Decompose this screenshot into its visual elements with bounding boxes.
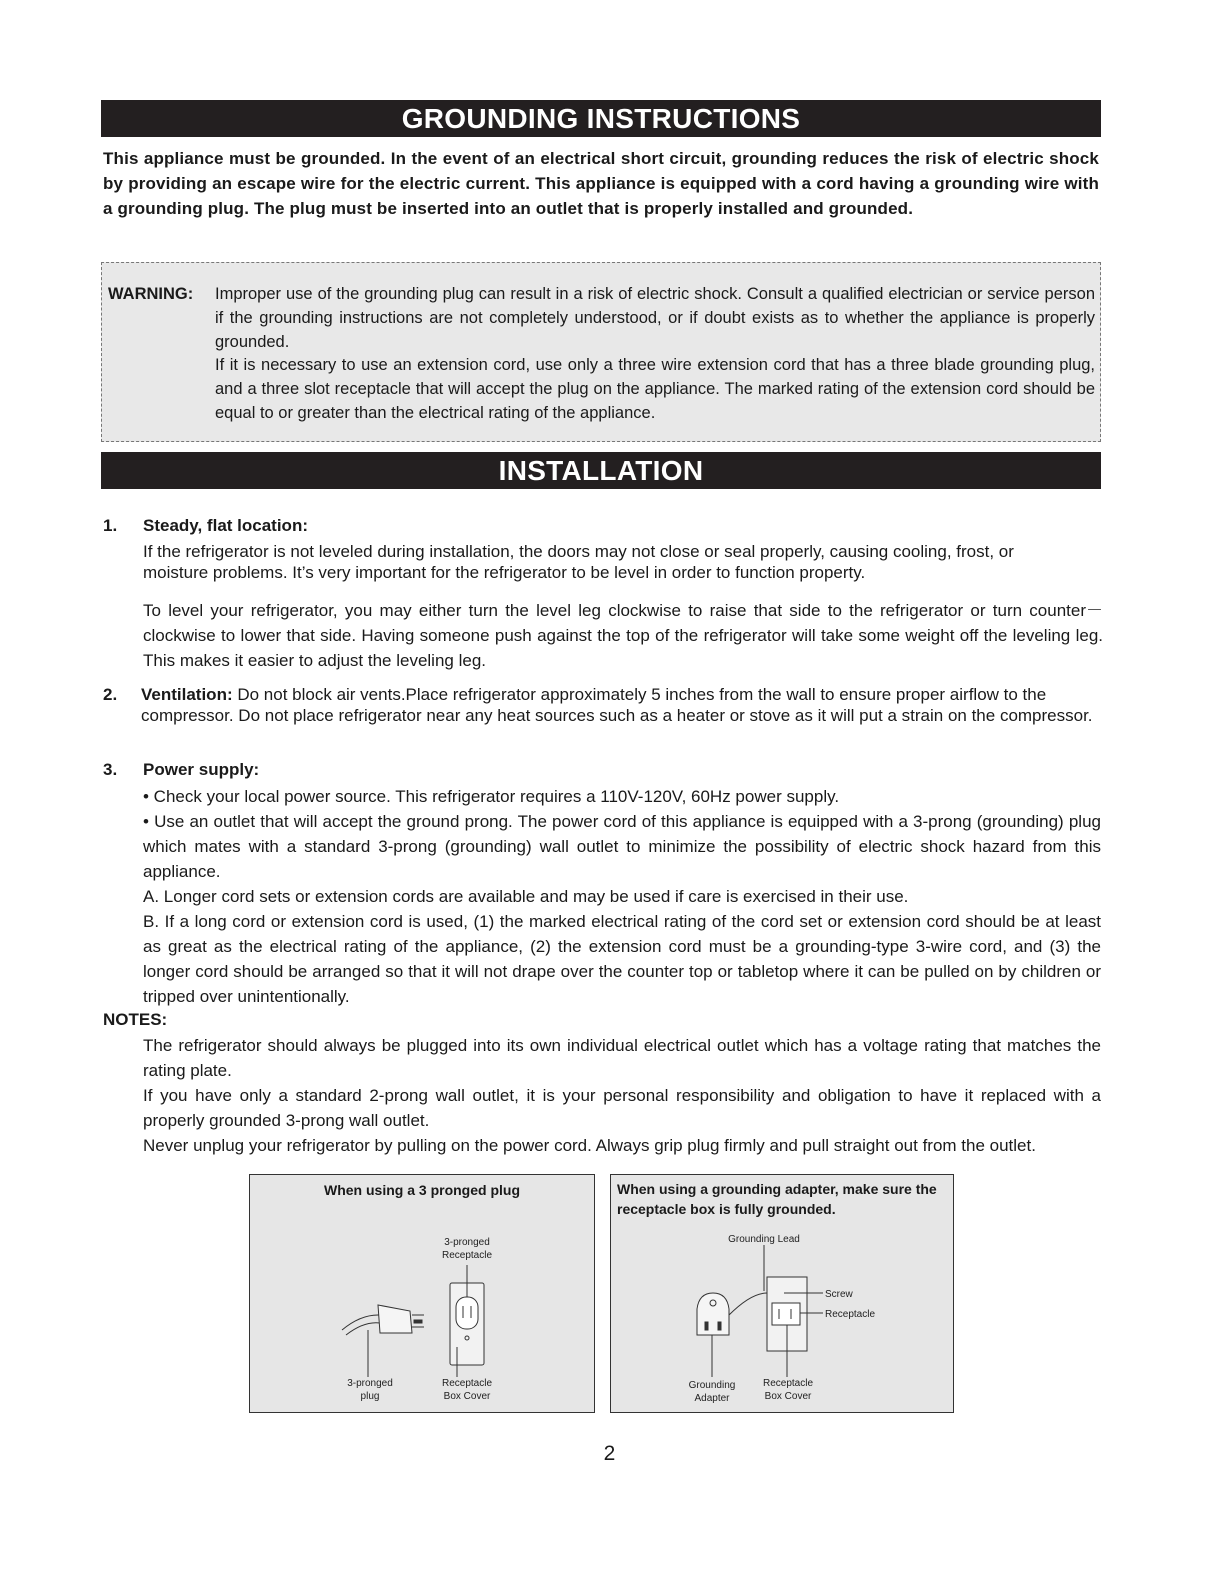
item-3-bullet-1: • Check your local power source. This refrigerator requires a 110V-120V, 60Hz power supply. [143,787,840,806]
item-3-number: 3. [103,760,118,779]
item-1-paragraph-1: If the refrigerator is not leveled during installation, the doors may not close or seal properly, causing cooling, frost, or moisture problems. It’s very important for the refrigerator to be level in order to function property. [143,542,1014,582]
warning-box [101,262,1101,442]
item-1-heading: Steady, flat location: [143,516,308,535]
label-grounding-lead: Grounding Lead [728,1234,800,1245]
receptacle-face [456,1297,478,1329]
grounding-title: GROUNDING INSTRUCTIONS [101,100,1101,137]
label-screw: Screw [825,1289,853,1300]
grounding-intro: This appliance must be grounded. In the event of an electrical short circuit, grounding reduces the risk of electric shock by providing an escape wire for the electric current. This appliance is equipped with a cord having a grounding wire with a grounding plug. The plug must be inserted into an outlet that is properly installed and grounded. [103,149,1099,218]
figure-3-pronged-plug [249,1174,595,1413]
item-2-paragraph [141,684,1103,726]
note-2: If you have only a standard 2-prong wall outlet, it is your personal responsibility and obligation to have it replaced with a properly grounded 3-prong wall outlet. [143,1086,1101,1130]
page-number: 2 [603,1442,616,1465]
item-3-body [143,784,1101,1009]
plug-diagram-svg [250,1175,594,1412]
item-2-text: Do not block air vents.Place refrigerator approximately 5 inches from the wall to ensure proper airflow to the compressor. Do not place refrigerator near any heat sources such as a heater or stove as it will put a strain on the compressor. [141,685,1093,725]
notes-label: NOTES: [103,1010,168,1029]
label-receptacle-box-cover: Receptacle Box Cover [441,1378,493,1402]
item-3-heading: Power supply: [143,760,260,779]
warning-paragraph-1: Improper use of the grounding plug can result in a risk of electric shock. Consult a qualified electrician or service person if the grounding instructions are not completely understood, or if doubt exists as to whether the appliance is properly grounded. [215,285,1095,351]
item-3-point-b: B. If a long cord or extension cord is used, (1) the marked electrical rating of the cord set or extension cord should be at least as great as the electrical rating of the appliance, (2) the extension cord must be a grounding-type 3-wire cord, and (3) the longer cord should be arranged so that it will not drape over the counter top or tabletop where it can be pulled on by children or tripped over unintentionally. [143,912,1101,1006]
warning-text [215,283,1095,426]
label-grounding-adapter: Grounding Adapter [688,1380,736,1404]
item-2-heading: Ventilation: [141,685,233,704]
note-1: The refrigerator should always be plugged into its own individual electrical outlet which has a voltage rating that matches the rating plate. [143,1036,1101,1080]
label-receptacle: Receptacle [825,1309,876,1320]
warning-paragraph-2: If it is necessary to use an extension cord, use only a three wire extension cord that has a three blade grounding plug, and a three slot receptacle that will accept the plug on the appliance. The marked rating of the extension cord should be equal to or greater than the electrical rating of the appliance. [215,356,1095,422]
grounding-adapter [697,1293,729,1335]
notes-body [143,1033,1101,1158]
item-3-bullet-2: • Use an outlet that will accept the ground prong. The power cord of this appliance is equipped with a 3-prong (grounding) plug which mates with a standard 3-prong (grounding) wall outlet to minimize the possibility of electric shock hazard from this appliance. [143,812,1101,881]
figure-grounding-adapter [610,1174,954,1413]
plug-body [378,1305,412,1333]
item-1-paragraph-2: To level your refrigerator, you may either turn the level leg clockwise to raise that side to the refrigerator or turn counter－clockwise to lower that side. Having someone push against the top of the refrigerator will take some weight off the leveling leg. This makes it easier to adjust the leveling leg. [143,601,1103,670]
figure-right-title: When using a grounding adapter, make sure the receptacle box is fully grounded. [617,1181,937,1217]
item-3-point-a: A. Longer cord sets or extension cords are available and may be used if care is exercised in their use. [143,887,909,906]
installation-title: INSTALLATION [101,452,1101,489]
item-1-number: 1. [103,516,118,535]
label-3-pronged-receptacle: 3-pronged Receptacle [441,1237,493,1261]
figure-left-title: When using a 3 pronged plug [324,1182,520,1198]
label-3-pronged-plug: 3-pronged plug [347,1378,393,1402]
note-3: Never unplug your refrigerator by pulling on the power cord. Always grip plug firmly and pull straight out from the outlet. [143,1136,1036,1155]
item-2-number: 2. [103,685,118,704]
label-receptacle-box-cover-right: Receptacle Box Cover [762,1378,814,1402]
warning-label: WARNING: [108,285,194,303]
